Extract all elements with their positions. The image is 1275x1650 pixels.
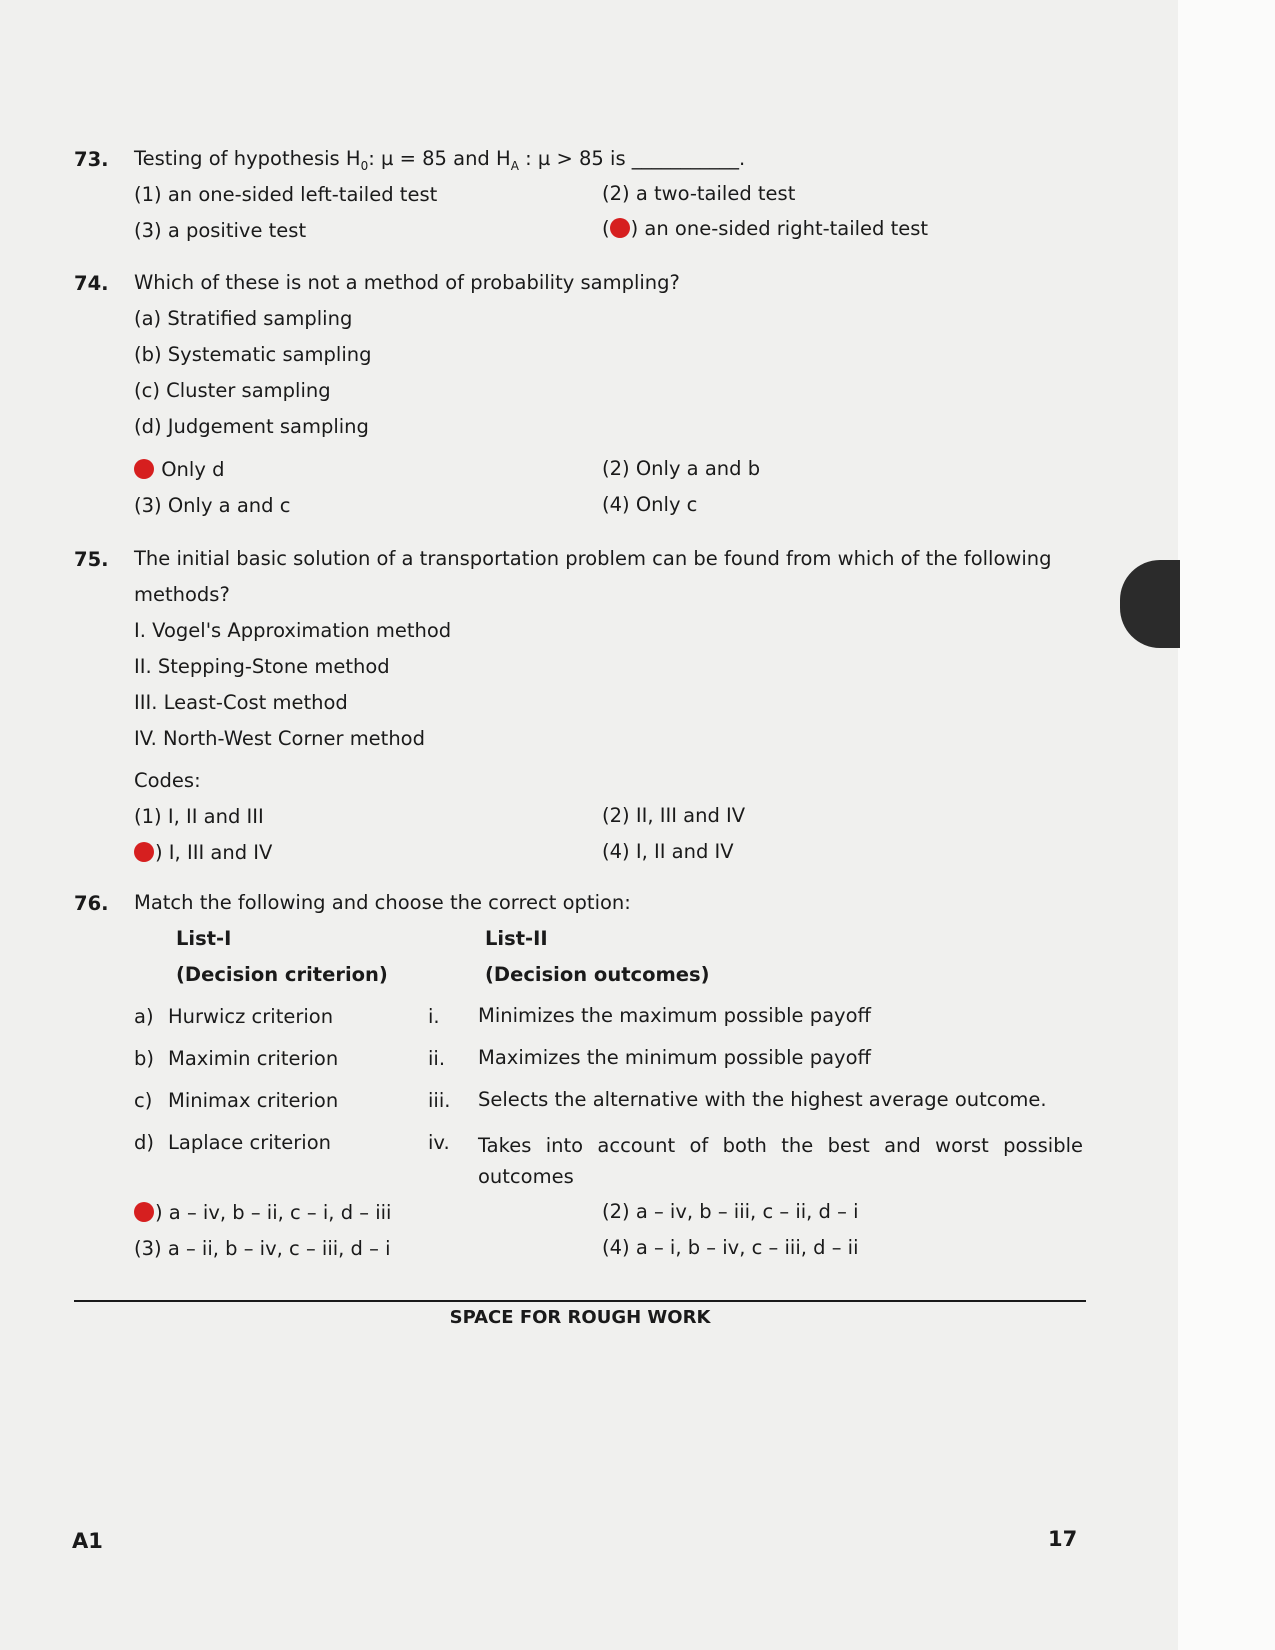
- q75-item-2: II. Stepping-Stone method: [134, 655, 390, 678]
- q73-option-2[interactable]: (2) a two-tailed test: [602, 182, 796, 205]
- q76-right-text-iv: Takes into account of both the best and worst possible outcomes: [478, 1134, 1083, 1188]
- q76-option-1-text: ) a – iv, b – ii, c – i, d – iii: [155, 1201, 392, 1224]
- q75-item-3: III. Least-Cost method: [134, 691, 348, 714]
- q76-list2-subheading: (Decision outcomes): [485, 963, 710, 986]
- answer-mark-icon: [134, 1202, 154, 1222]
- q76-list2-heading: List-II: [485, 927, 548, 950]
- q75-stem-line2: methods?: [134, 583, 230, 606]
- booklet-code: A1: [72, 1529, 103, 1553]
- q75-item-1: I. Vogel's Approximation method: [134, 619, 452, 642]
- answer-mark-icon: [610, 218, 630, 238]
- q76-left-key-a: a): [134, 1005, 154, 1028]
- q74-item-a: (a) Stratified sampling: [134, 307, 353, 330]
- q76-left-key-c: c): [134, 1089, 153, 1112]
- q73-option-1[interactable]: (1) an one-sided left-tailed test: [134, 183, 438, 206]
- q74-item-b: (b) Systematic sampling: [134, 343, 372, 366]
- q75-option-3[interactable]: [134, 841, 272, 865]
- q76-left-key-b: b): [134, 1047, 154, 1070]
- q76-right-key-iii: iii.: [428, 1089, 451, 1112]
- q74-item-d: (d) Judgement sampling: [134, 415, 369, 438]
- q76-left-key-d: d): [134, 1131, 154, 1154]
- q76-right-text-i: Minimizes the maximum possible payoff: [478, 1004, 871, 1027]
- q76-option-2[interactable]: (2) a – iv, b – iii, c – ii, d – i: [602, 1200, 859, 1223]
- q75-number: 75.: [74, 548, 109, 571]
- q76-number: 76.: [74, 892, 109, 915]
- rough-work-divider: [74, 1300, 1086, 1302]
- answer-mark-icon: [134, 842, 154, 862]
- q75-option-4[interactable]: (4) I, II and IV: [602, 840, 734, 863]
- q76-right-text-ii: Maximizes the minimum possible payoff: [478, 1046, 871, 1069]
- q76-left-text-a: Hurwicz criterion: [168, 1005, 334, 1028]
- q75-option-1[interactable]: (1) I, II and III: [134, 805, 264, 828]
- q76-list1-heading: List-I: [176, 927, 232, 950]
- q74-option-1[interactable]: [134, 458, 224, 482]
- q74-option-2[interactable]: (2) Only a and b: [602, 457, 761, 480]
- q75-option-2[interactable]: (2) II, III and IV: [602, 804, 746, 827]
- q74-stem: Which of these is not a method of probability sampling?: [134, 271, 680, 294]
- q76-right-text-iii: Selects the alternative with the highest average outcome.: [478, 1088, 1047, 1111]
- q76-left-text-b: Maximin criterion: [168, 1047, 339, 1070]
- q75-stem-line1: The initial basic solution of a transportation problem can be found from which of the following: [134, 547, 1052, 570]
- q73-option-4-prefix: (: [602, 217, 610, 240]
- q76-option-3[interactable]: (3) a – ii, b – iv, c – iii, d – i: [134, 1237, 391, 1260]
- answer-mark-icon: [134, 459, 154, 479]
- q75-codes-label: Codes:: [134, 769, 201, 792]
- q73-stem: Testing of hypothesis $H_0$: µ = 85 and $H_A$ : µ > 85 is ___________.: [134, 147, 746, 173]
- page-number: 17: [1048, 1527, 1078, 1551]
- q74-number: 74.: [74, 272, 109, 295]
- q73-option-3[interactable]: (3) a positive test: [134, 219, 307, 242]
- q73-option-4[interactable]: [602, 217, 928, 241]
- q73-number: 73.: [74, 148, 109, 171]
- q76-right-key-i: i.: [428, 1005, 440, 1028]
- q76-left-text-c: Minimax criterion: [168, 1089, 339, 1112]
- q75-option-3-text: ) I, III and IV: [155, 841, 273, 864]
- q76-left-text-d: Laplace criterion: [168, 1131, 331, 1154]
- q76-option-1[interactable]: [134, 1201, 391, 1225]
- q76-right-key-ii: ii.: [428, 1047, 446, 1070]
- q74-item-c: (c) Cluster sampling: [134, 379, 331, 402]
- q74-option-4[interactable]: (4) Only c: [602, 493, 698, 516]
- rough-work-label: SPACE FOR ROUGH WORK: [449, 1307, 711, 1328]
- q76-stem: Match the following and choose the correct option:: [134, 891, 631, 914]
- q76-option-4[interactable]: (4) a – i, b – iv, c – iii, d – ii: [602, 1236, 859, 1259]
- q74-option-1-text: Only d: [161, 458, 225, 481]
- q75-item-4: IV. North-West Corner method: [134, 727, 425, 750]
- q73-option-4-text: ) an one-sided right-tailed test: [630, 217, 929, 240]
- q76-right-key-iv: iv.: [428, 1131, 450, 1154]
- q74-option-3[interactable]: (3) Only a and c: [134, 494, 291, 517]
- page-edge: [1178, 0, 1275, 1650]
- q76-list1-subheading: (Decision criterion): [176, 963, 388, 986]
